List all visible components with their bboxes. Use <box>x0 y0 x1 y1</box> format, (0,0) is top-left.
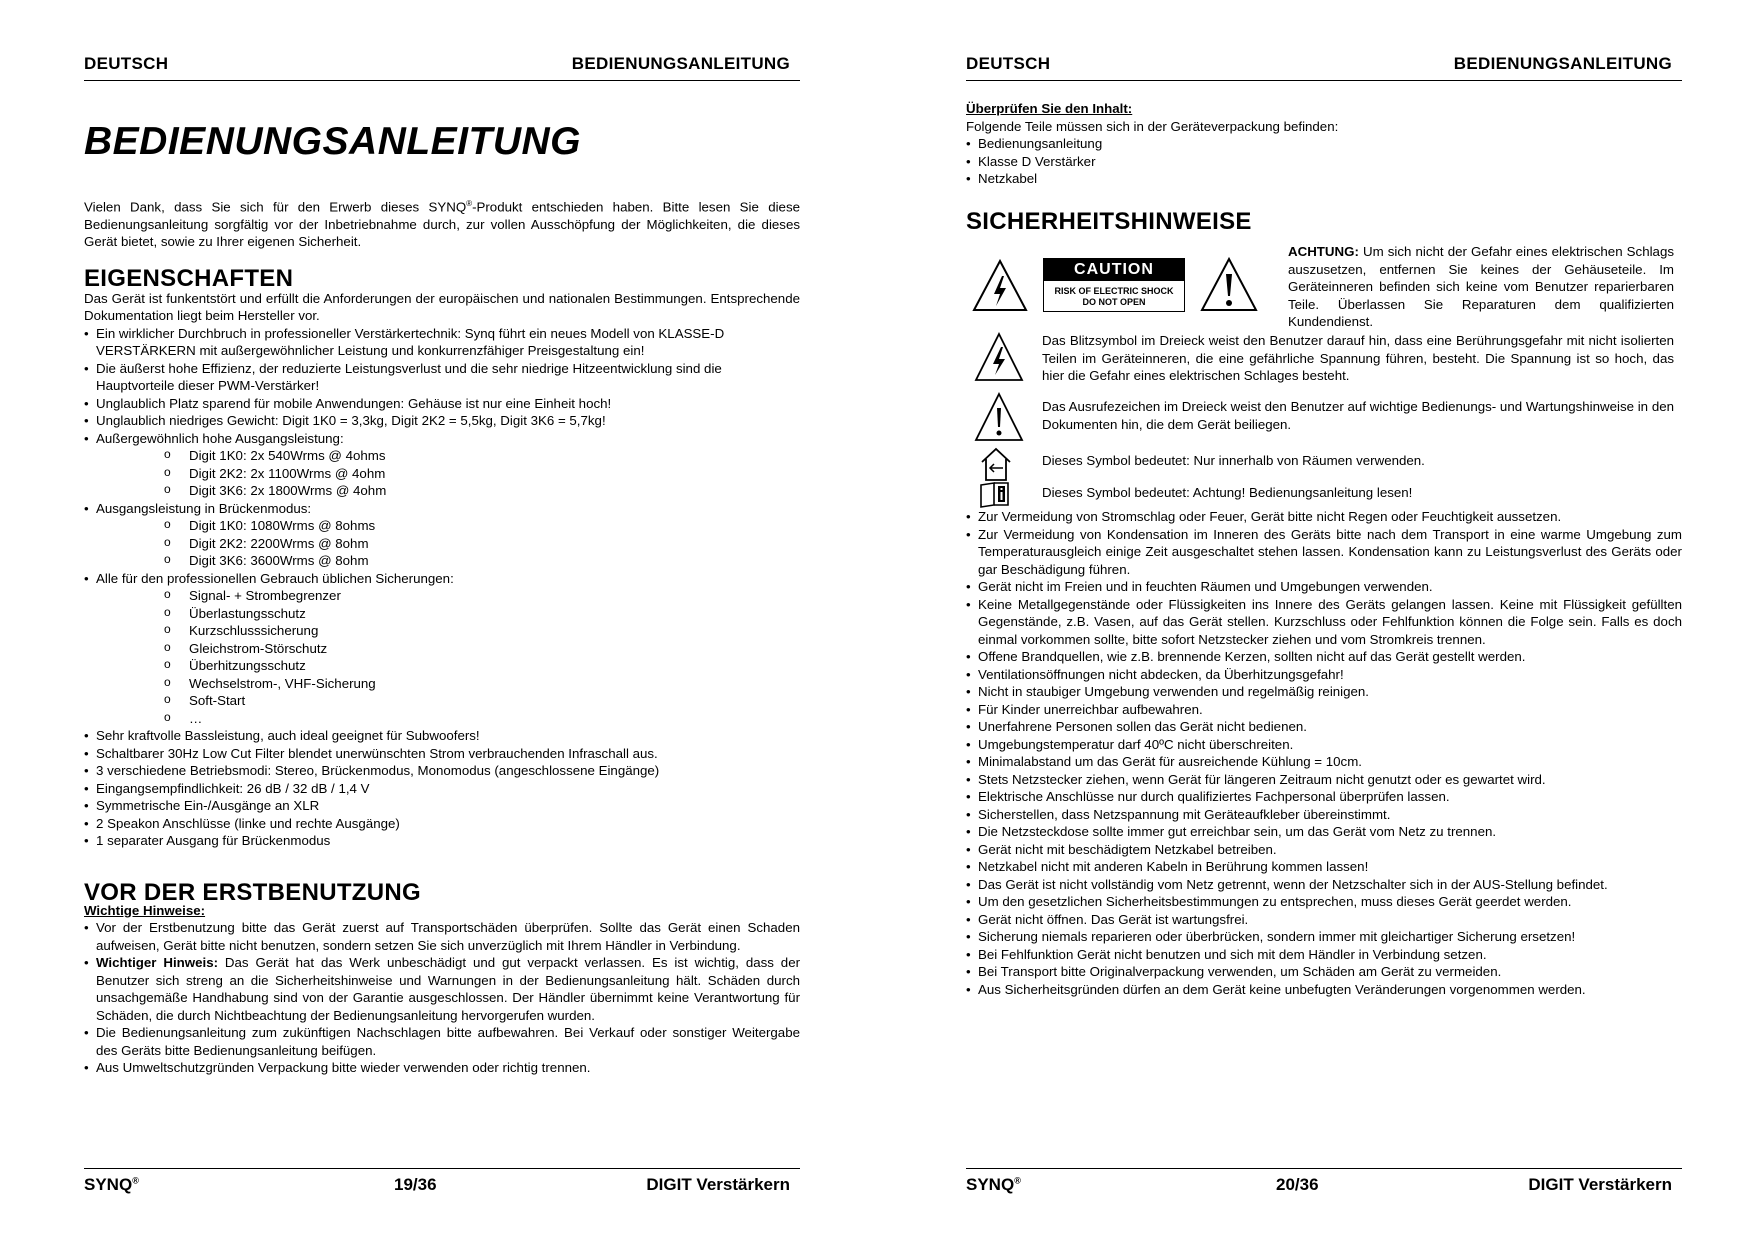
contents-intro: Folgende Teile müssen sich in der Geräteverpackung befinden: <box>966 118 1339 134</box>
list-item: • 1 separater Ausgang für Brückenmodus <box>84 832 800 850</box>
list-item: • Bedienungsanleitung <box>966 135 1682 153</box>
list-item: o Digit 1K0: 1080Wrms @ 8ohms <box>84 517 800 535</box>
features-list-more <box>84 727 800 850</box>
footer-model: DIGIT Verstärkern <box>1528 1175 1672 1194</box>
list-item: • Vor der Erstbenutzung bitte das Gerät zuerst auf Transportschäden überprüfen. Sollte das Gerät einen Schaden aufweisen, Gerät bitte nicht benutzen, sondern setzen Sie sich unverzüglich mit Ihrem Händler in Verbindung. <box>84 919 800 954</box>
contents-list <box>966 135 1682 188</box>
exclamation-symbol-text: Das Ausrufezeichen im Dreieck weist den Benutzer auf wichtige Bedienungs- und Wartungshinweise in den Dokumenten hin, die dem Gerät beiliegen. <box>1042 399 1674 432</box>
list-item: • Netzkabel <box>966 170 1682 188</box>
manual-symbol-text: Dieses Symbol bedeutet: Achtung! Bedienungsanleitung lesen! <box>1042 485 1413 500</box>
header-title: BEDIENUNGSANLEITUNG <box>571 54 790 73</box>
list-item: o Digit 2K2: 2x 1100Wrms @ 4ohm <box>84 465 800 483</box>
list-item: • Umgebungstemperatur darf 40ºC nicht überschreiten. <box>966 736 1682 754</box>
list-item: • Die Bedienungsanleitung zum zukünftigen Nachschlagen bitte aufbewahren. Bei Verkauf oder sonstiger Weitergabe des Geräts bitte Bedienungsanleitung beifügen. <box>84 1024 800 1059</box>
list-item: • Zur Vermeidung von Stromschlag oder Feuer, Gerät bitte nicht Regen oder Feuchtigkeit aussetzen. <box>966 508 1682 526</box>
list-item: • Bei Fehlfunktion Gerät nicht benutzen und sich mit dem Händler in Verbindung setzen. <box>966 946 1682 964</box>
list-item: • Ventilationsöffnungen nicht abdecken, da Überhitzungsgefahr! <box>966 666 1682 684</box>
page-footer <box>84 1168 800 1199</box>
list-item: • Sicherstellen, dass Netzspannung mit Geräteaufkleber übereinstimmt. <box>966 806 1682 824</box>
caution-line-1: RISK OF ELECTRIC SHOCK <box>1054 286 1174 296</box>
indoor-use-icon <box>976 446 1022 482</box>
list-item: • Unglaublich niedriges Gewicht: Digit 1K0 = 3,3kg, Digit 2K2 = 5,5kg, Digit 3K6 = 5,7kg! <box>84 412 800 430</box>
list-item: • Ein wirklicher Durchbruch in professioneller Verstärkertechnik: Synq führt ein neues Modell von KLASSE-D VERSTÄRKERN mit außergewöhnlicher Leistung und konkurrenzfähiger Preisgestaltung ein! <box>84 325 800 360</box>
list-item: • Sicherung niemals reparieren oder überbrücken, sondern immer mit gleichartiger Sicherung ersetzen! <box>966 928 1682 946</box>
features-intro: Das Gerät ist funkentstört und erfüllt die Anforderungen der europäischen und nationalen Bestimmungen. Entsprechende Dokumentation liegt beim Hersteller vor. <box>84 290 800 323</box>
list-item: • Netzkabel nicht mit anderen Kabeln in Berührung kommen lassen! <box>966 858 1682 876</box>
list-item: • Minimalabstand um das Gerät für ausreichende Kühlung = 10cm. <box>966 753 1682 771</box>
caution-label <box>1043 258 1185 312</box>
features-section <box>84 265 800 850</box>
list-item: • Gerät nicht öffnen. Das Gerät ist wartungsfrei. <box>966 911 1682 929</box>
list-item: • Schaltbarer 30Hz Low Cut Filter blendet unerwünschten Strom verbrauchenden Infraschall aus. <box>84 745 800 763</box>
page-number: 19/36 <box>394 1175 437 1194</box>
list-item: • Alle für den professionellen Gebrauch üblichen Sicherungen: <box>84 570 800 588</box>
lightning-triangle-icon <box>974 332 1024 384</box>
document-title: BEDIENUNGSANLEITUNG <box>84 120 582 163</box>
list-item: • Unerfahrene Personen sollen das Gerät nicht bedienen. <box>966 718 1682 736</box>
safety-heading: SICHERHEITSHINWEISE <box>966 208 1252 235</box>
exclamation-triangle-icon <box>1200 256 1258 314</box>
read-manual-icon <box>978 480 1018 508</box>
list-item: • 2 Speakon Anschlüsse (linke und rechte Ausgänge) <box>84 815 800 833</box>
list-item: • Aus Umweltschutzgründen Verpackung bitte wieder verwenden oder richtig trennen. <box>84 1059 800 1077</box>
page-header <box>966 54 1682 81</box>
bridge-power-list <box>84 517 800 570</box>
list-item: • Offene Brandquellen, wie z.B. brennende Kerzen, sollten nicht auf das Gerät gestellt werden. <box>966 648 1682 666</box>
list-item: o Gleichstrom-Störschutz <box>84 640 800 658</box>
list-item: • Die Netzsteckdose sollte immer gut erreichbar sein, um das Gerät vom Netz zu trennen. <box>966 823 1682 841</box>
contents-label: Überprüfen Sie den Inhalt: <box>966 101 1133 116</box>
page-footer <box>966 1168 1682 1199</box>
list-item: o … <box>84 710 800 728</box>
features-list <box>84 325 800 448</box>
list-item: • Stets Netzstecker ziehen, wenn Gerät für längeren Zeitraum nicht genutzt oder es gewartet wird. <box>966 771 1682 789</box>
list-item: • Das Gerät ist nicht vollständig vom Netz getrennt, wenn der Netzschalter sich in der AUS-Stellung befindet. <box>966 876 1682 894</box>
notes-list <box>84 919 800 1077</box>
list-item: o Digit 1K0: 2x 540Wrms @ 4ohms <box>84 447 800 465</box>
list-item: o Digit 2K2: 2200Wrms @ 8ohm <box>84 535 800 553</box>
list-item: • Symmetrische Ein-/Ausgänge an XLR <box>84 797 800 815</box>
list-item: • Ausgangsleistung in Brückenmodus: <box>84 500 800 518</box>
header-language: DEUTSCH <box>84 54 169 73</box>
list-item: • Um den gesetzlichen Sicherheitsbestimmungen zu entsprechen, muss dieses Gerät geerdet werden. <box>966 893 1682 911</box>
list-item: • Für Kinder unerreichbar aufbewahren. <box>966 701 1682 719</box>
list-item: • Keine Metallgegenstände oder Flüssigkeiten ins Innere des Geräts gelangen lassen. Keine mit Flüssigkeit gefüllten Gegenstände, z.B. Vasen, auf das Gerät stellen. Kurzschluss oder Fehlfunktion können die Folge sein. Falls es doch einmal vorkommen sollte, bitte sofort Netzstecker ziehen und vom Stromkreis trennen. <box>966 596 1682 649</box>
list-item: • Klasse D Verstärker <box>966 153 1682 171</box>
safety-list <box>966 508 1682 998</box>
safety-list-section <box>966 508 1682 998</box>
indoor-symbol-text: Dieses Symbol bedeutet: Nur innerhalb von Räumen verwenden. <box>1042 453 1425 468</box>
list-item: • Sehr kraftvolle Bassleistung, auch ideal geeignet für Subwoofers! <box>84 727 800 745</box>
intro-paragraph: Vielen Dank, dass Sie sich für den Erwerb dieses SYNQ®-Produkt entschieden haben. Bitte lesen Sie diese Bedienungsanleitung sorgfältig vor der Inbetriebnahme durch, zur vollen Ausschöpfung der Möglichkeiten, die dieses Gerät bietet, sowie zu Ihrer eigenen Sicherheit. <box>84 199 800 250</box>
caution-title: CAUTION <box>1044 259 1184 281</box>
header-title: BEDIENUNGSANLEITUNG <box>1453 54 1672 73</box>
footer-brand: SYNQ® <box>966 1175 1021 1194</box>
list-item: o Überhitzungsschutz <box>84 657 800 675</box>
list-item: • Wichtiger Hinweis: Das Gerät hat das Werk unbeschädigt und gut verpackt verlassen. Es ist wichtig, dass der Benutzer sich streng an die Sicherheitshinweise und Warnungen in der Bedienungsanleitung hält. Schäden durch unsachgemäße Handhabung sind von der Garantie ausgeschlossen. Der Händler übernimmt keine Verantwortung für Schäden, die durch Nichtbeachtung der Bedienungsanleitung hervorgerufen wurden. <box>84 954 800 1024</box>
list-item: • Gerät nicht mit beschädigtem Netzkabel betreiben. <box>966 841 1682 859</box>
list-item: • Unglaublich Platz sparend für mobile Anwendungen: Gehäuse ist nur eine Einheit hoch! <box>84 395 800 413</box>
list-item: o Wechselstrom-, VHF-Sicherung <box>84 675 800 693</box>
list-item: o Kurzschlusssicherung <box>84 622 800 640</box>
page-header <box>84 54 800 81</box>
list-item: • Nicht in staubiger Umgebung verwenden und regelmäßig reinigen. <box>966 683 1682 701</box>
list-item: o Soft-Start <box>84 692 800 710</box>
footer-brand: SYNQ® <box>84 1175 139 1194</box>
list-item: • Gerät nicht im Freien und in feuchten Räumen und Umgebungen verwenden. <box>966 578 1682 596</box>
list-item: • Zur Vermeidung von Kondensation im Inneren des Geräts bitte nach dem Transport in eine warme Umgebung zum Temperaturausgleich einige Zeit ausgeschaltet stehen lassen. Kondensation kann zu Leistungsverlust des Geräts oder gar Beschädigung führen. <box>966 526 1682 579</box>
page-left <box>84 0 800 1240</box>
caution-line-2: DO NOT OPEN <box>1082 297 1146 307</box>
page-right <box>966 0 1682 1240</box>
output-power-list <box>84 447 800 500</box>
lightning-triangle-icon <box>972 258 1028 314</box>
header-language: DEUTSCH <box>966 54 1051 73</box>
list-item: o Digit 3K6: 3600Wrms @ 8ohm <box>84 552 800 570</box>
page-number: 20/36 <box>1276 1175 1319 1194</box>
list-item: • 3 verschiedene Betriebsmodi: Stereo, Brückenmodus, Monomodus (angeschlossene Eingänge) <box>84 762 800 780</box>
lightning-symbol-text: Das Blitzsymbol im Dreieck weist den Benutzer darauf hin, dass eine Berührungsgefahr mit nicht isolierten Teilen im Geräteinneren, die eine gefährliche Spannung führen, besteht. Die Spannung ist so hoch, das hier die Gefahr eines elektrischen Schlages besteht. <box>1042 333 1674 383</box>
list-item: • Eingangsempfindlichkeit: 26 dB / 32 dB / 1,4 V <box>84 780 800 798</box>
list-item: • Außergewöhnlich hohe Ausgangsleistung: <box>84 430 800 448</box>
list-item: • Die äußerst hohe Effizienz, der reduzierte Leistungsverlust und die sehr niedrige Hitzeentwicklung sind die Hauptvorteile dieser PWM-Verstärker! <box>84 360 800 395</box>
list-item: o Überlastungsschutz <box>84 605 800 623</box>
contents-section <box>966 100 1682 188</box>
list-item: • Aus Sicherheitsgründen dürfen an dem Gerät keine unbefugten Veränderungen vorgenommen werden. <box>966 981 1682 999</box>
footer-model: DIGIT Verstärkern <box>646 1175 790 1194</box>
exclamation-triangle-icon <box>974 392 1024 444</box>
list-item: • Bei Transport bitte Originalverpackung verwenden, um Schäden am Gerät zu vermeiden. <box>966 963 1682 981</box>
protection-list <box>84 587 800 727</box>
attention-paragraph: ACHTUNG: Um sich nicht der Gefahr eines elektrischen Schlags auszusetzen, entfernen Sie keines der Gehäuseteile. Im Geräteinneren befinden sich keine vom Benutzer reparierbaren Teile. Überlassen Sie Reparaturen dem qualifizierten Kundendienst. <box>1288 244 1674 329</box>
list-item: • Elektrische Anschlüsse nur durch qualifiziertes Fachpersonal überprüfen lassen. <box>966 788 1682 806</box>
list-item: o Digit 3K6: 2x 1800Wrms @ 4ohm <box>84 482 800 500</box>
features-heading: EIGENSCHAFTEN <box>84 265 294 292</box>
first-use-heading: VOR DER ERSTBENUTZUNG <box>84 879 421 906</box>
list-item: o Signal- + Strombegrenzer <box>84 587 800 605</box>
first-use-section <box>84 879 801 1077</box>
notes-label: Wichtige Hinweise: <box>84 902 206 918</box>
